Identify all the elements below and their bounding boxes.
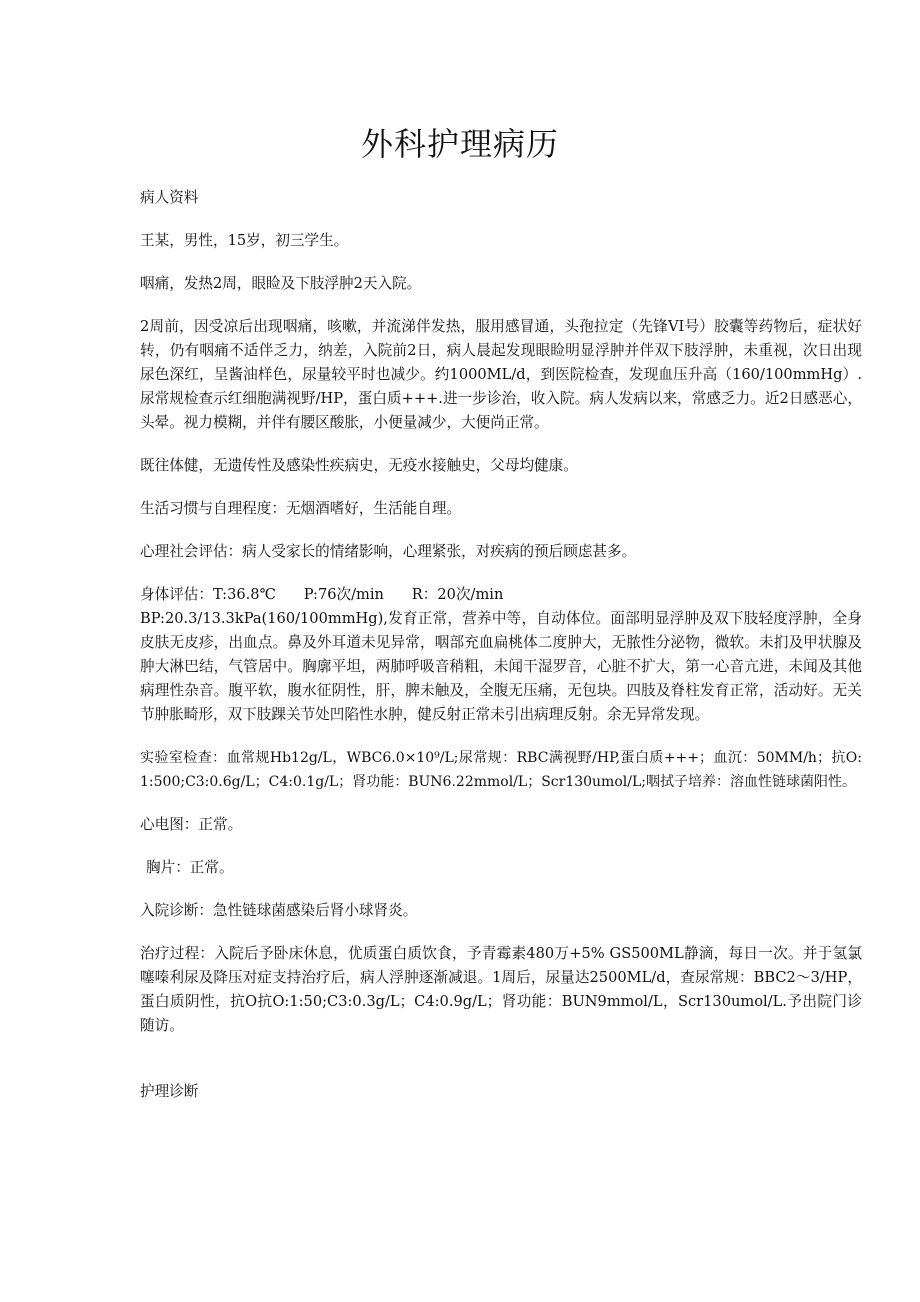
section-heading-nursing: 护理诊断 [140,1083,199,1100]
chief-complaint: 咽痛，发热2周，眼睑及下肢浮肿2天入院。 [140,275,422,292]
past-history: 既往体健，无遗传性及感染性疾病史，无疫水接触史，父母均健康。 [140,457,578,474]
treatment-course: 治疗过程：入院后予卧床休息，优质蛋白质饮食，予青霉素480万+5% GS500ML静滴，每日一次。并于氢氯噻嗪利尿及降压对症支持治疗后，病人浮肿逐渐减退。1周后，尿量达2500ML/d，查尿常规：BBC2～3/HP，蛋白质阴性，抗O抗O:1:50;C3:0.3g/L；C4:0.9g/L；肾功能：BUN9mmol/L，Scr130umol/L.予出院门诊随访。 [140,945,862,1034]
habits: 生活习惯与自理程度：无烟酒嗜好，生活能自理。 [140,500,462,517]
document-body [140,186,862,1123]
physical-assessment [140,583,862,727]
admission-diagnosis: 入院诊断：急性链球菌感染后肾小球肾炎。 [140,902,418,919]
document-title: 外科护理病历 [360,125,559,163]
physical-exam: BP:20.3/13.3kPa(160/100mmHg),发育正常，营养中等，自动体位。面部明显浮肿及双下肢轻度浮肿，全身皮肤无皮疹，出血点。鼻及外耳道未见异常，咽部充血扁桃体二度肿大，无脓性分泌物，微软。未扪及甲状腺及肿大淋巴结，气管居中。胸廓平坦，两肺呼吸音稍粗，未闻干湿罗音，心脏不扩大，第一心音亢进，未闻及其他病理性杂音。腹平软，腹水征阴性，肝，脾未触及，全腹无压痛，无包块。四肢及脊柱发育正常，活动好。无关节肿胀畸形，双下肢踝关节处凹陷性水肿，健反射正常未引出病理反射。余无异常发现。 [140,610,862,723]
chest-film-result: 胸片：正常。 [146,859,234,876]
section-heading-patient: 病人资料 [140,189,199,206]
physical-vitals: 身体评估：T:36.8℃ P:76次/min R：20次/min [140,586,504,603]
basic-info: 王某，男性，15岁，初三学生。 [140,232,349,249]
present-history: 2周前，因受凉后出现咽痛，咳嗽，并流涕伴发热，服用感冒通，头孢拉定（先锋VI号）胶囊等药物后，症状好转，仍有咽痛不适伴乏力，纳差，入院前2日，病人晨起发现眼睑明显浮肿并伴双下肢浮肿，未重视，次日出现尿色深红，呈酱油样色，尿量较平时也减少。约1000ML/d，到医院检查，发现血压升高（160/100mmHg）.尿常规检查示红细胞满视野/HP，蛋白质+++.进一步诊治，收入院。病人发病以来，常感乏力。近2日感恶心，头晕。视力模糊，并伴有腰区酸胀，小便量减少，大便尚正常。 [140,318,862,431]
psychosocial-assessment: 心理社会评估：病人受家长的情绪影响，心理紧张，对疾病的预后顾虑甚多。 [140,543,637,560]
ecg-result: 心电图：正常。 [140,816,243,833]
lab-exam: 实验室检查：血常规Hb12g/L，WBC6.0×10⁹/L;尿常规：RBC满视野/HP,蛋白质+++；血沉：50MM/h；抗O:1:500;C3:0.6g/L；C4:0.1g/L；肾功能：BUN6.22mmol/L；Scr130umol/L;咽拭子培养：溶血性链球菌阳性。 [140,750,862,790]
